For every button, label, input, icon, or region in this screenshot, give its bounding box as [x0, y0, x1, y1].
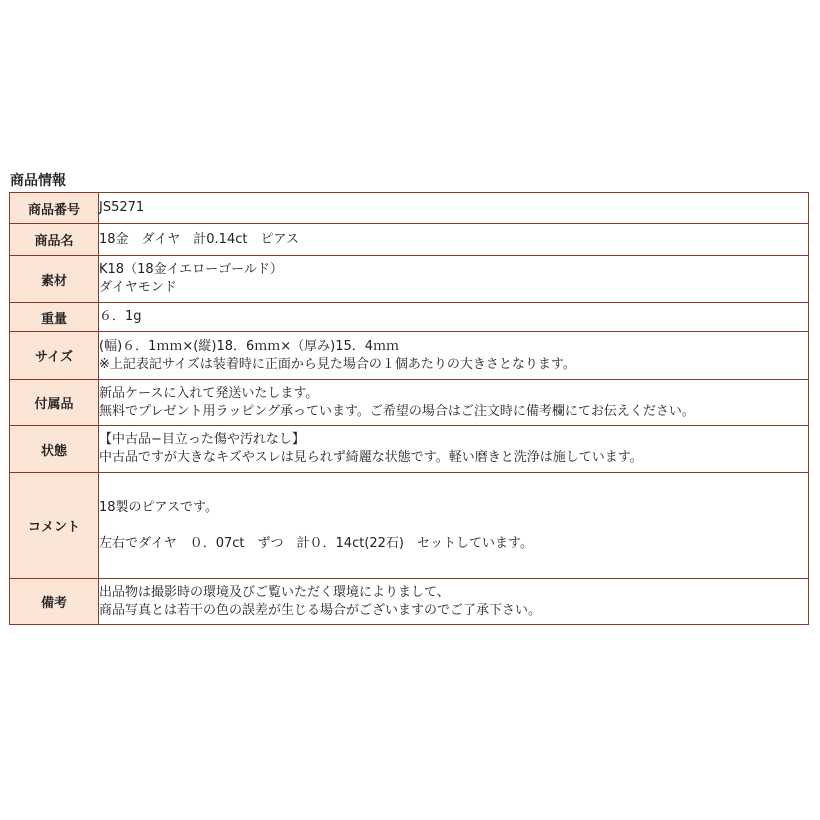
value-line: (幅)６．1ｍｍ×(縦)18．6ｍｍ×（厚み)15．4ｍｍ	[99, 338, 400, 354]
value-line: ６．1g	[99, 309, 142, 324]
row-value	[99, 224, 809, 256]
row-label: 商品名	[10, 224, 99, 256]
value-line: 左右でダイヤ ０．07ct ずつ 計０．14ct(22石) セットしています。	[99, 535, 533, 551]
row-label: 商品番号	[10, 193, 99, 224]
row-product-name	[10, 224, 809, 256]
row-weight	[10, 303, 809, 332]
value-line: 出品物は撮影時の環境及びご覧いただく環境によりまして、	[99, 584, 450, 600]
value-line: 無料でプレゼント用ラッピング承っています。ご希望の場合はご注文時に備考欄にてお伝えください。	[99, 403, 695, 419]
row-label: 状態	[10, 426, 99, 473]
product-info-section	[9, 171, 809, 625]
row-value	[99, 473, 809, 579]
row-comment	[10, 473, 809, 579]
value-line: 【中古品−目立った傷や汚れなし】	[99, 432, 305, 447]
row-size	[10, 332, 809, 380]
row-value	[99, 332, 809, 380]
value-line: 18金 ダイヤ 計0.14ct ピアス	[99, 231, 299, 247]
value-line: JS5271	[99, 200, 145, 215]
row-material	[10, 256, 809, 303]
value-line: 新品ケースに入れて発送いたします。	[99, 385, 319, 401]
row-label: コメント	[10, 473, 99, 579]
value-line: 中古品ですが大きなキズやスレは見られず綺麗な状態です。軽い磨きと洗浄は施しています。	[99, 450, 643, 465]
row-value	[99, 193, 809, 224]
row-label: 備考	[10, 579, 99, 625]
row-condition	[10, 426, 809, 473]
row-product-number	[10, 193, 809, 224]
row-value	[99, 380, 809, 426]
row-label: 重量	[10, 303, 99, 332]
row-label: 素材	[10, 256, 99, 303]
row-value	[99, 303, 809, 332]
row-remarks	[10, 579, 809, 625]
value-line: ※上記表記サイズは装着時に正面から見た場合の１個あたりの大きさとなります。	[99, 356, 576, 372]
row-value	[99, 256, 809, 303]
row-value	[99, 426, 809, 473]
product-info-table	[9, 192, 809, 625]
value-line: K18（18金イエローゴールド）	[99, 262, 283, 277]
value-line: ダイヤモンド	[99, 280, 177, 295]
row-value	[99, 579, 809, 625]
value-line: 商品写真とは若干の色の誤差が生じる場合がございますのでご了承下さい。	[99, 602, 542, 618]
row-label: サイズ	[10, 332, 99, 380]
row-label: 付属品	[10, 380, 99, 426]
row-accessories	[10, 380, 809, 426]
value-line: 18製のピアスです。	[99, 499, 218, 515]
section-title: 商品情報	[10, 173, 66, 189]
